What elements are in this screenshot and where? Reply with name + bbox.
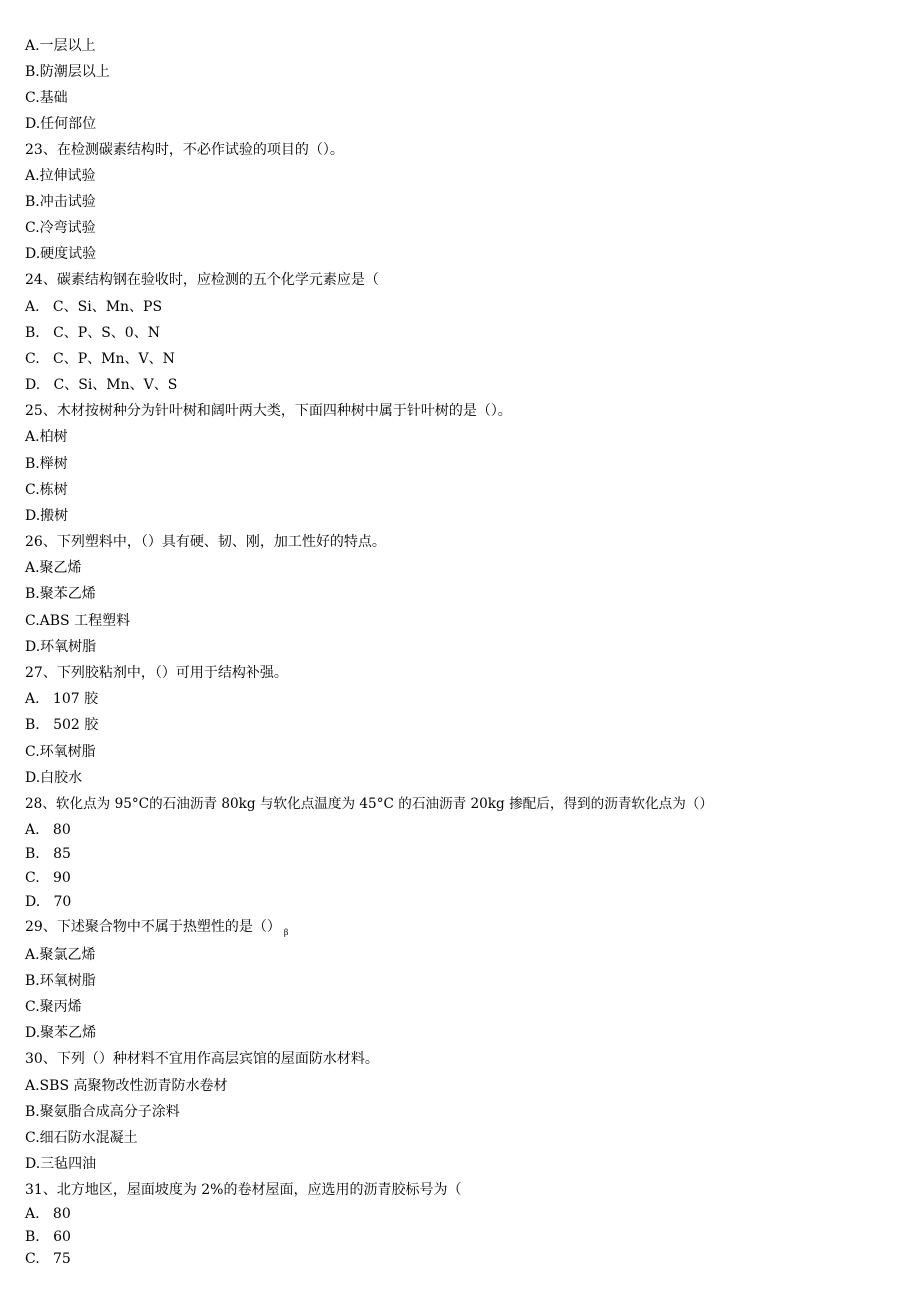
option-line: C.环氧树脂: [25, 744, 96, 760]
option-line: B. C、P、S、0、N: [25, 325, 160, 341]
option-line: B.聚氨脂合成高分子涂料: [25, 1104, 180, 1120]
option-line: C.冷弯试验: [25, 220, 96, 236]
option-line: A. 80: [25, 1206, 71, 1222]
option-line: B. 502 胶: [25, 717, 99, 733]
option-line: A.SBS 高聚物改性沥青防水卷材: [25, 1078, 228, 1094]
question-line: 30、下列（）种材料不宜用作高层宾馆的屋面防水材料。: [25, 1051, 379, 1067]
question-line: 31、北方地区，屋面坡度为 2%的卷材屋面，应选用的沥青胶标号为（: [25, 1182, 462, 1198]
option-line: A.拉伸试验: [25, 168, 96, 184]
option-line: D.搬树: [25, 508, 69, 524]
question-line: 27、下列胶粘剂中，（）可用于结构补强。: [25, 665, 288, 681]
option-line: A. 107 胶: [25, 691, 99, 707]
question-line: 26、下列塑料中，（）具有硬、韧、刚，加工性好的特点。: [25, 534, 386, 550]
question-line: 23、在检测碳素结构时，不必作试验的项目的（）。: [25, 142, 344, 158]
option-line: C. 75: [25, 1251, 71, 1267]
question-line: 25、木材按树种分为针叶树和阔叶两大类，下面四种树中属于针叶树的是（）。: [25, 403, 512, 419]
option-line: D.硬度试验: [25, 246, 97, 262]
option-line: D. 70: [25, 894, 72, 910]
option-line: D. C、Si、Mn、V、S: [25, 377, 178, 393]
question-text: 29、下述聚合物中不属于热塑性的是（）: [25, 919, 281, 935]
option-line: B.榉树: [25, 456, 68, 472]
option-line: A. C、Si、Mn、PS: [25, 299, 163, 315]
trailing-mark: β: [283, 928, 289, 937]
option-line: D.环氧树脂: [25, 639, 97, 655]
option-line: D.任何部位: [25, 116, 97, 132]
option-line: C.栋树: [25, 482, 68, 498]
option-line: B.聚苯乙烯: [25, 586, 96, 602]
question-line: 24、碳素结构钢在验收时，应检测的五个化学元素应是（: [25, 272, 379, 288]
option-line: B. 60: [25, 1229, 71, 1245]
option-line: D.三毡四油: [25, 1156, 97, 1172]
option-line: C.聚丙烯: [25, 999, 82, 1015]
option-line: D.白胶水: [25, 770, 83, 786]
option-line: C.ABS 工程塑料: [25, 613, 131, 629]
option-line: B.防潮层以上: [25, 64, 110, 80]
option-line: A.聚氯乙烯: [25, 947, 96, 963]
question-line: [25, 918, 288, 942]
option-line: D.聚苯乙烯: [25, 1025, 97, 1041]
option-line: A.聚乙烯: [25, 560, 82, 576]
option-line: A. 80: [25, 822, 71, 838]
question-line: 28、软化点为 95°C的石油沥青 80kg 与软化点温度为 45°C 的石油沥青 20kg 掺配后，得到的沥青软化点为（）: [25, 796, 713, 812]
option-line: A.一层以上: [25, 38, 96, 54]
option-line: C. C、P、Mn、V、N: [25, 351, 175, 367]
option-line: B.环氧树脂: [25, 973, 96, 989]
option-line: A.柏树: [25, 429, 68, 445]
option-line: C.细石防水混凝土: [25, 1130, 138, 1146]
option-line: B. 85: [25, 846, 71, 862]
option-line: C.基础: [25, 90, 68, 106]
option-line: B.冲击试验: [25, 194, 96, 210]
option-line: C. 90: [25, 870, 71, 886]
